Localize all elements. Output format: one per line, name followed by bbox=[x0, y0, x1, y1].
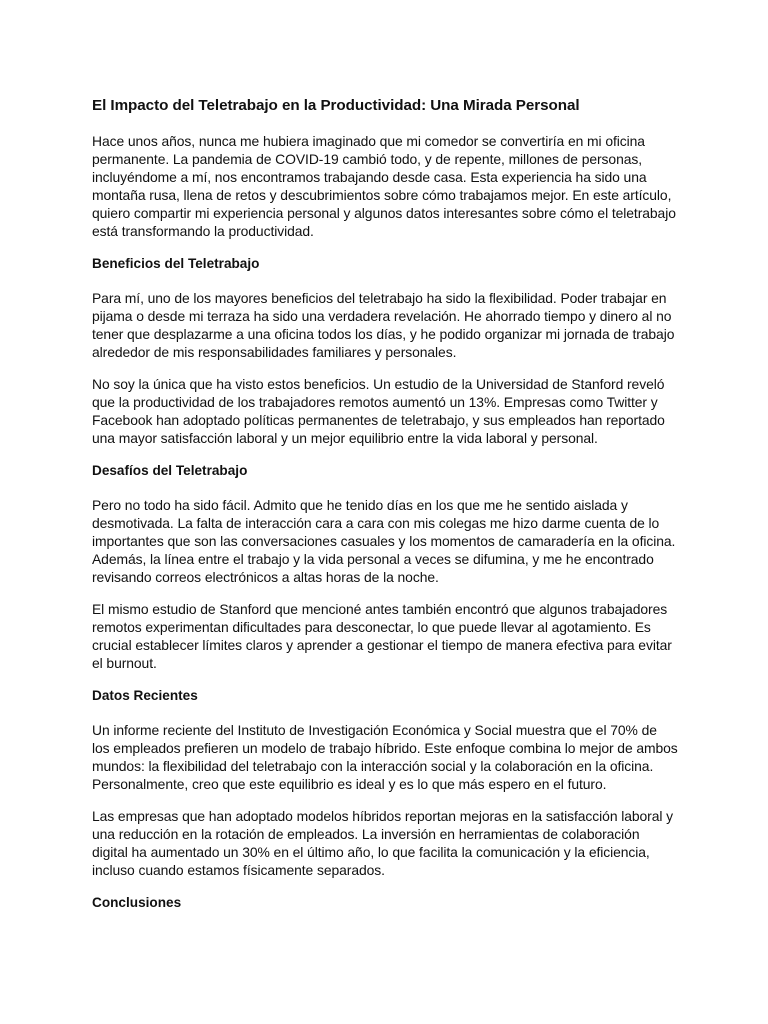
paragraph-beneficios-2: No soy la única que ha visto estos beneficios. Un estudio de la Universidad de Stanford reveló que la productividad de los trabajadores remotos aumentó un 13%. Empresas como Twitter y Facebook han adoptado políticas permanentes de teletrabajo, y sus empleados han reportado una mayor satisfacción laboral y un mejor equilibrio entre la vida laboral y personal. bbox=[92, 376, 665, 446]
section-heading-conclusiones: Conclusiones bbox=[92, 894, 182, 910]
document-page bbox=[92, 96, 678, 928]
paragraph-datos-2: Las empresas que han adoptado modelos híbridos reportan mejoras en la satisfacción laboral y una reducción en la rotación de empleados. La inversión en herramientas de colaboración digital ha aumentado un 30% en el último año, lo que facilita la comunicación y la eficiencia, incluso cuando estamos físicamente separados. bbox=[92, 808, 674, 878]
section-heading-desafios: Desafíos del Teletrabajo bbox=[92, 462, 248, 478]
intro-paragraph: Hace unos años, nunca me hubiera imaginado que mi comedor se convertiría en mi oficina permanente. La pandemia de COVID-19 cambió todo, y de repente, millones de personas, incluyéndome a mí, nos encontramos trabajando desde casa. Esta experiencia ha sido una montaña rusa, llena de retos y descubrimientos sobre cómo trabajamos mejor. En este artículo, quiero compartir mi experiencia personal y algunos datos interesantes sobre cómo el teletrabajo está transformando la productividad. bbox=[92, 133, 676, 239]
paragraph-desafios-2: El mismo estudio de Stanford que mencioné antes también encontró que algunos trabajadores remotos experimentan dificultades para desconectar, lo que puede llevar al agotamiento. Es crucial establecer límites claros y aprender a gestionar el tiempo de manera efectiva para evitar el burnout. bbox=[92, 601, 672, 671]
section-heading-beneficios: Beneficios del Teletrabajo bbox=[92, 255, 260, 271]
document-title: El Impacto del Teletrabajo en la Productividad: Una Mirada Personal bbox=[92, 97, 580, 114]
section-heading-datos-recientes: Datos Recientes bbox=[92, 687, 198, 703]
paragraph-desafios-1: Pero no todo ha sido fácil. Admito que he tenido días en los que me he sentido aislada y desmotivada. La falta de interacción cara a cara con mis colegas me hizo darme cuenta de lo importantes que son las conversaciones casuales y los momentos de camaradería en la oficina. Además, la línea entre el trabajo y la vida personal a veces se difumina, y me he encontrado revisando correos electrónicos a altas horas de la noche. bbox=[92, 496, 676, 585]
paragraph-beneficios-1: Para mí, uno de los mayores beneficios del teletrabajo ha sido la flexibilidad. Poder trabajar en pijama o desde mi terraza ha sido una verdadera revelación. He ahorrado tiempo y dinero al no tener que desplazarme a una oficina todos los días, y he podido organizar mi jornada de trabajo alrededor de mis responsabilidades familiares y personales. bbox=[92, 289, 675, 360]
paragraph-datos-1: Un informe reciente del Instituto de Investigación Económica y Social muestra que el 70% de los empleados prefieren un modelo de trabajo híbrido. Este enfoque combina lo mejor de ambos mundos: la flexibilidad del teletrabajo con la interacción social y la colaboración en la oficina. Personalmente, creo que este equilibrio es ideal y es lo que más espero en el futuro. bbox=[92, 721, 678, 792]
